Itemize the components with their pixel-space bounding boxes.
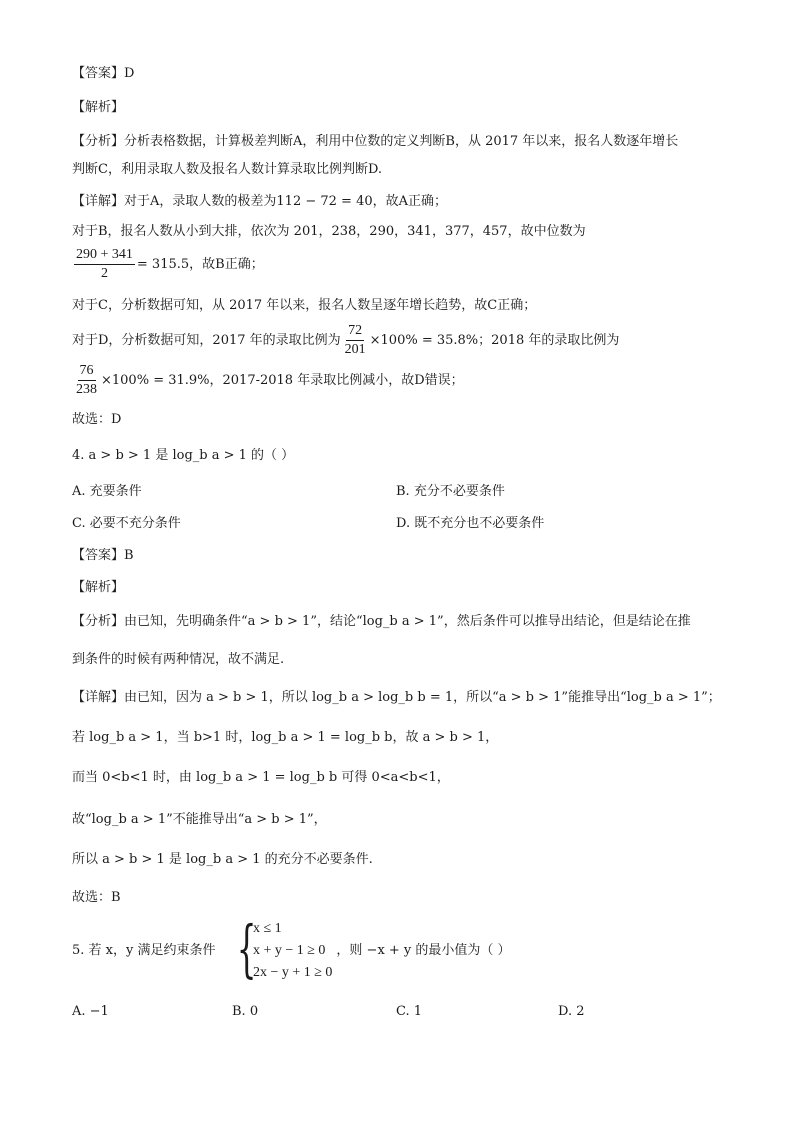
q3-answer: 【答案】D — [72, 66, 135, 81]
ratio-2018-fraction — [74, 362, 99, 399]
left-brace-icon: { — [237, 912, 257, 985]
q3-fenxi-line-2: 判断C，利用录取人数及报名人数计算录取比例判断D. — [72, 162, 383, 177]
q5-stem-pre: 5. 若 x，y 满足约束条件 — [72, 943, 216, 958]
q3-xiangjie-d1 — [72, 322, 619, 359]
q4-option-d: D. 既不充分也不必要条件 — [396, 516, 545, 531]
q3-xiangjie-b1: 对于B，报名人数从小到大排，依次为 201，238，290，341，377，457，故中位数为 — [72, 224, 586, 239]
q4-xiangjie-line-2: 若 log_b a > 1，当 b>1 时，log_b a > 1 = log_b b，故 a > b > 1， — [72, 730, 499, 745]
fraction-denominator: 2 — [100, 266, 108, 281]
q5-option-d: D. 2 — [558, 1004, 585, 1019]
constraint-2: x + y − 1 ≥ 0 — [252, 943, 326, 958]
ratio-2017-fraction — [343, 322, 368, 359]
q3-xiangjie-tag: 【详解】 — [72, 194, 125, 209]
q4-option-b: B. 充分不必要条件 — [396, 484, 505, 499]
q4-analysis-title: 【解析】 — [72, 580, 125, 595]
fraction-denominator: 238 — [76, 382, 97, 397]
q4-choose: 故选：B — [72, 890, 121, 905]
q3-xiangjie-c: 对于C，分析数据可知，从 2017 年以来，报名人数呈逐年增长趋势，故C正确； — [72, 298, 537, 313]
constraint-3: 2x − y + 1 ≥ 0 — [252, 965, 333, 980]
q3-xiangjie-a: 对于A，录取人数的极差为112 − 72 = 40，故A正确； — [124, 194, 448, 209]
q4-xiangjie-line-5: 所以 a > b > 1 是 log_b a > 1 的充分不必要条件. — [72, 852, 373, 867]
q5-option-b: B. 0 — [232, 1004, 259, 1019]
q4-xiangjie-line-1 — [72, 688, 721, 708]
fraction-denominator: 201 — [344, 342, 366, 357]
q3-fenxi-tag: 【分析】 — [72, 134, 125, 149]
q3-xiangjie-d2-post: ×100% = 31.9%，2017-2018 年录取比例减小，故D错误； — [101, 373, 464, 388]
q4-xiangjie-line-3: 而当 0<b<1 时，由 log_b a > 1 = log_b b 可得 0<a<b<1， — [72, 770, 450, 785]
median-fraction — [74, 246, 135, 283]
fraction-numerator: 76 — [78, 362, 96, 381]
q4-xiangjie-tag: 【详解】 — [72, 690, 125, 705]
q3-xiangjie-b2-rest: = 315.5，故B正确； — [136, 257, 264, 272]
q4-xiangjie-text-1: 由已知，因为 a > b > 1，所以 log_b a > log_b b = 1，所以“a > b > 1”能推导出“log_b a > 1”； — [124, 690, 721, 705]
q4-answer: 【答案】B — [72, 548, 134, 563]
q4-option-c: C. 必要不充分条件 — [72, 516, 181, 531]
q3-fenxi-line-1 — [72, 132, 678, 152]
q5-option-c: C. 1 — [396, 1004, 423, 1019]
q4-fenxi-line-1 — [72, 612, 691, 632]
q3-xiangjie-line-a — [72, 192, 447, 212]
q3-xiangjie-d1-pre: 对于D，分析数据可知，2017 年的录取比例为 — [72, 333, 341, 348]
q4-option-a: A. 充要条件 — [72, 484, 142, 499]
q3-analysis-title: 【解析】 — [72, 100, 125, 115]
q4-fenxi-line-2: 到条件的时候有两种情况，故不满足. — [72, 652, 285, 667]
q4-xiangjie-line-4: 故“log_b a > 1”不能推导出“a > b > 1”， — [72, 812, 327, 827]
constraint-rows — [253, 918, 332, 984]
q4-fenxi-text-1: 由已知，先明确条件“a > b > 1”，结论“log_b a > 1”，然后条件可以推导出结论，但是结论在推 — [124, 614, 691, 629]
q3-xiangjie-b2 — [72, 246, 264, 283]
constraint-1: x ≤ 1 — [252, 921, 282, 936]
constraint-system — [217, 912, 333, 985]
q5-stem-post: ，则 −x + y 的最小值为（ ） — [336, 943, 511, 958]
q5-option-a: A. −1 — [72, 1004, 109, 1019]
q3-fenxi-text-1: 分析表格数据，计算极差判断A，利用中位数的定义判断B，从 2017 年以来，报名人数逐年增长 — [124, 134, 679, 149]
q5-stem — [72, 912, 511, 985]
fraction-numerator: 290 + 341 — [74, 246, 135, 265]
fraction-numerator: 72 — [346, 322, 364, 341]
q3-xiangjie-d2 — [72, 362, 464, 399]
q3-choose: 故选：D — [72, 412, 122, 427]
q3-xiangjie-d1-post: ×100% = 35.8%；2018 年的录取比例为 — [369, 333, 620, 348]
q4-stem: 4. a > b > 1 是 log_b a > 1 的（ ） — [72, 448, 295, 463]
q4-fenxi-tag: 【分析】 — [72, 614, 125, 629]
